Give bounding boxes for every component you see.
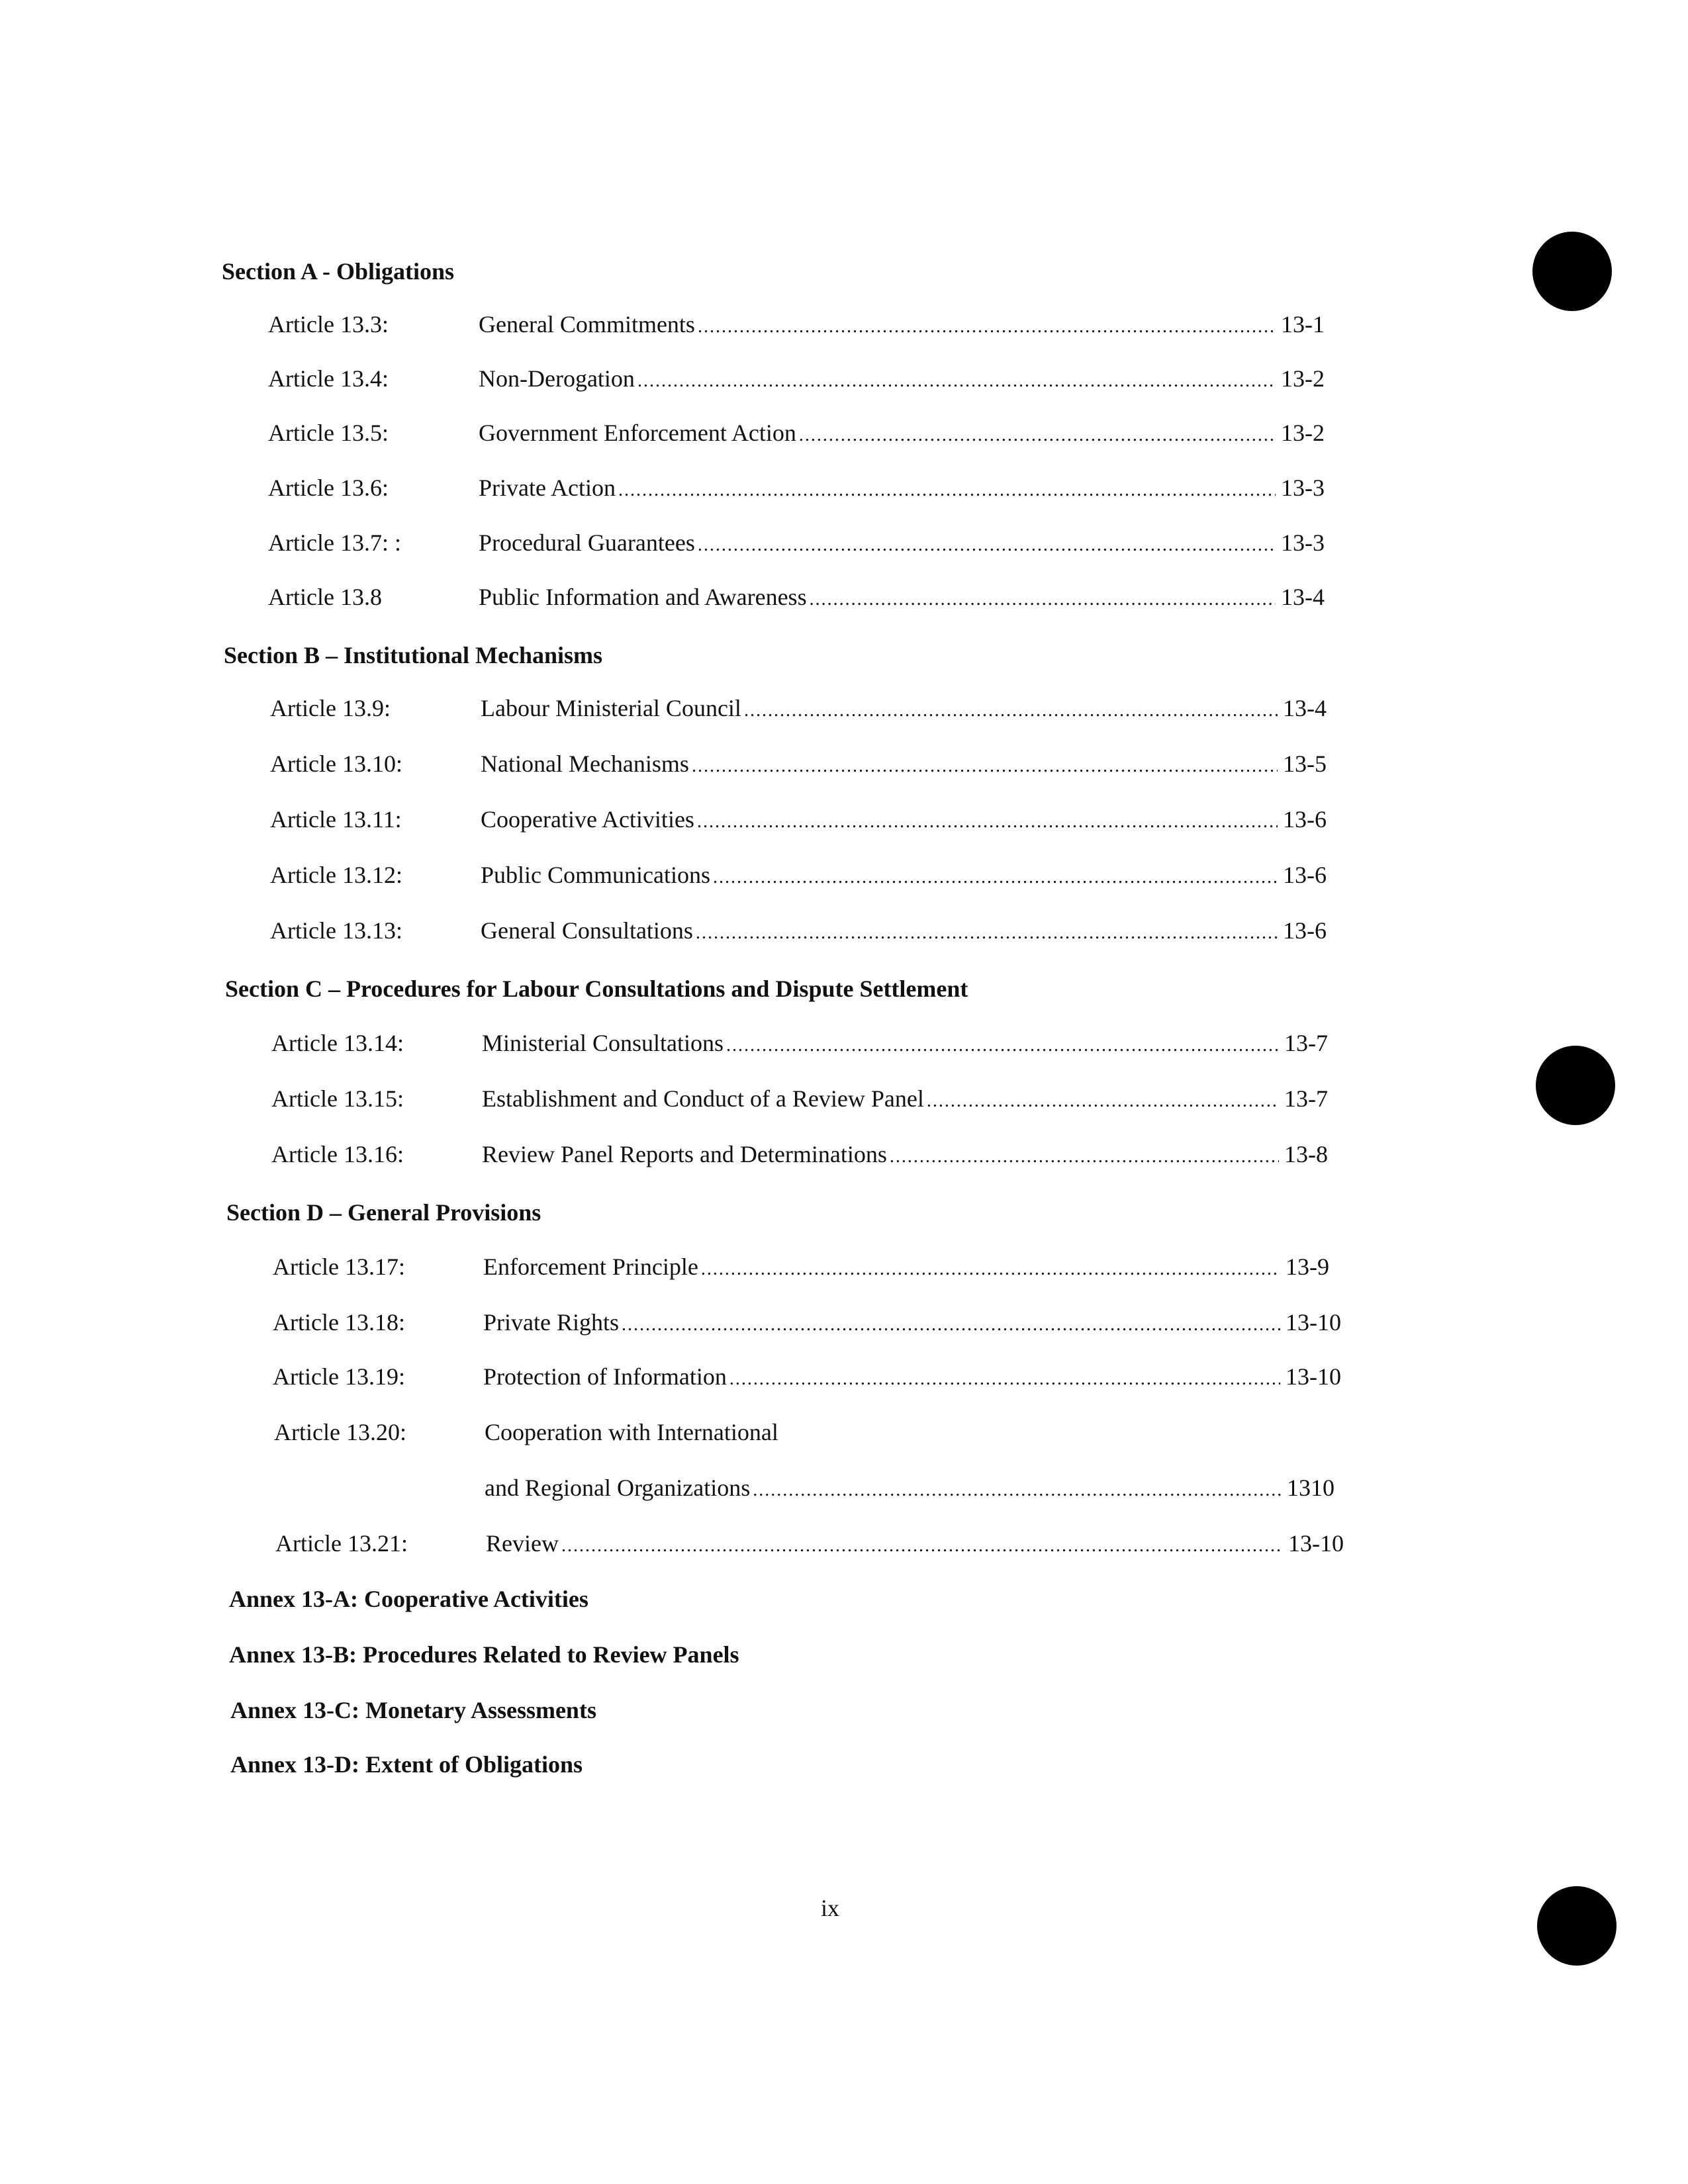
article-number: Article 13.6:	[268, 475, 389, 501]
entry-title: Cooperation with International	[485, 1419, 778, 1445]
toc-entry[interactable]	[273, 1252, 1345, 1281]
page-number: 13-4	[1281, 584, 1325, 610]
page-number: 13-7	[1284, 1030, 1328, 1056]
toc-entry[interactable]	[268, 528, 1340, 557]
dot-leader	[744, 696, 1278, 725]
toc-entry[interactable]	[268, 582, 1340, 612]
article-number: Article 13.13:	[270, 917, 402, 944]
punch-hole-top	[1532, 232, 1612, 311]
page-number: 13-6	[1283, 862, 1327, 888]
article-number: Article 13.16:	[271, 1141, 404, 1167]
punch-hole-middle	[1536, 1046, 1615, 1125]
entry-title: Ministerial Consultations	[482, 1030, 724, 1056]
article-number: Article 13.3:	[268, 311, 389, 338]
article-number: Article 13.17:	[273, 1253, 405, 1280]
toc-entry[interactable]	[274, 1418, 1346, 1447]
entry-title: Enforcement Principle	[483, 1253, 698, 1280]
section-heading: Section A - Obligations	[222, 258, 455, 285]
entry-title-continued: and Regional Organizations	[485, 1475, 751, 1501]
section-heading: Section C – Procedures for Labour Consultations and Dispute Settlement	[225, 976, 968, 1002]
dot-leader	[698, 531, 1276, 560]
article-number: Article 13.11:	[270, 806, 402, 833]
page-number: 13-2	[1281, 420, 1325, 446]
entry-title: Government Enforcement Action	[479, 420, 796, 446]
annex-heading[interactable]: Annex 13-A: Cooperative Activities	[229, 1586, 588, 1612]
dot-leader	[698, 312, 1276, 341]
toc-entry[interactable]	[271, 1140, 1344, 1169]
toc-entry[interactable]	[270, 694, 1342, 723]
entry-title: Public Information and Awareness	[479, 584, 807, 610]
article-number: Article 13.18:	[273, 1309, 405, 1336]
article-number: Article 13.14:	[271, 1030, 404, 1056]
entry-title: Non-Derogation	[479, 365, 635, 392]
toc-entry[interactable]	[271, 1084, 1344, 1113]
toc-entry[interactable]	[270, 749, 1342, 778]
article-number: Article 13.9:	[270, 695, 391, 721]
entry-title: Procedural Guarantees	[479, 529, 695, 556]
dot-leader	[799, 421, 1276, 450]
page-number: 13-10	[1288, 1530, 1344, 1557]
dot-leader	[753, 1476, 1282, 1505]
dot-leader	[810, 585, 1276, 614]
dot-leader	[927, 1087, 1279, 1116]
article-number: Article 13.15:	[271, 1085, 404, 1112]
page-number: 13-3	[1281, 529, 1325, 556]
article-number: Article 13.21:	[275, 1530, 408, 1557]
toc-entry[interactable]	[270, 805, 1342, 834]
dot-leader	[696, 919, 1278, 948]
entry-title: Review Panel Reports and Determinations	[482, 1141, 887, 1167]
article-number: Article 13.20:	[274, 1419, 406, 1445]
dot-leader	[697, 807, 1278, 837]
toc-entry[interactable]	[273, 1362, 1345, 1391]
toc-entry[interactable]	[271, 1028, 1344, 1058]
entry-title: National Mechanisms	[481, 751, 689, 777]
page-number: 13-6	[1283, 917, 1327, 944]
dot-leader	[713, 863, 1278, 892]
toc-entry[interactable]	[273, 1308, 1345, 1337]
dot-leader	[561, 1531, 1283, 1561]
entry-title: Public Communications	[481, 862, 710, 888]
page-number: 13-10	[1286, 1309, 1341, 1336]
annex-heading[interactable]: Annex 13-C: Monetary Assessments	[230, 1697, 596, 1723]
dot-leader	[692, 752, 1278, 781]
page-number: 13-7	[1284, 1085, 1328, 1112]
toc-entry-continuation[interactable]	[274, 1473, 1346, 1502]
annex-heading[interactable]: Annex 13-B: Procedures Related to Review Panels	[229, 1641, 739, 1668]
dot-leader	[890, 1142, 1279, 1171]
punch-hole-bottom	[1537, 1886, 1617, 1966]
page-number: 13-5	[1283, 751, 1327, 777]
article-number: Article 13.4:	[268, 365, 389, 392]
entry-title: General Consultations	[481, 917, 693, 944]
toc-entry[interactable]	[268, 473, 1340, 502]
section-heading: Section D – General Provisions	[226, 1199, 541, 1226]
page-number: 13-2	[1281, 365, 1325, 392]
article-number: Article 13.10:	[270, 751, 402, 777]
toc-entry[interactable]	[268, 364, 1340, 393]
page-number: 13-10	[1286, 1363, 1341, 1390]
page-number: 13-6	[1283, 806, 1327, 833]
toc-entry[interactable]	[270, 860, 1342, 889]
entry-title: General Commitments	[479, 311, 695, 338]
entry-title: Review	[486, 1530, 559, 1557]
entry-title: Private Rights	[483, 1309, 619, 1336]
page-number: 13-3	[1281, 475, 1325, 501]
dot-leader	[637, 367, 1276, 396]
page-number: 1310	[1287, 1475, 1335, 1501]
article-number: Article 13.8	[268, 584, 382, 610]
article-number: Article 13.19:	[273, 1363, 405, 1390]
entry-title: Labour Ministerial Council	[481, 695, 741, 721]
dot-leader	[729, 1365, 1280, 1394]
toc-entry[interactable]	[268, 310, 1340, 339]
page-number: 13-8	[1284, 1141, 1328, 1167]
entry-title: Private Action	[479, 475, 616, 501]
toc-entry[interactable]	[268, 418, 1340, 447]
section-heading: Section B – Institutional Mechanisms	[224, 642, 603, 668]
toc-entry[interactable]	[270, 916, 1342, 945]
article-number: Article 13.12:	[270, 862, 402, 888]
annex-heading[interactable]: Annex 13-D: Extent of Obligations	[230, 1751, 583, 1778]
toc-entry[interactable]	[275, 1529, 1348, 1558]
dot-leader	[701, 1255, 1280, 1284]
page-folio: ix	[821, 1895, 840, 1921]
page-number: 13-9	[1286, 1253, 1329, 1280]
dot-leader	[622, 1310, 1280, 1340]
page-number: 13-1	[1281, 311, 1325, 338]
dot-leader	[618, 476, 1276, 505]
entry-title: Cooperative Activities	[481, 806, 694, 833]
page-number: 13-4	[1283, 695, 1327, 721]
entry-title: Establishment and Conduct of a Review Panel	[482, 1085, 924, 1112]
article-number: Article 13.5:	[268, 420, 389, 446]
article-number: Article 13.7: :	[268, 529, 401, 556]
dot-leader	[726, 1031, 1279, 1060]
entry-title: Protection of Information	[483, 1363, 727, 1390]
